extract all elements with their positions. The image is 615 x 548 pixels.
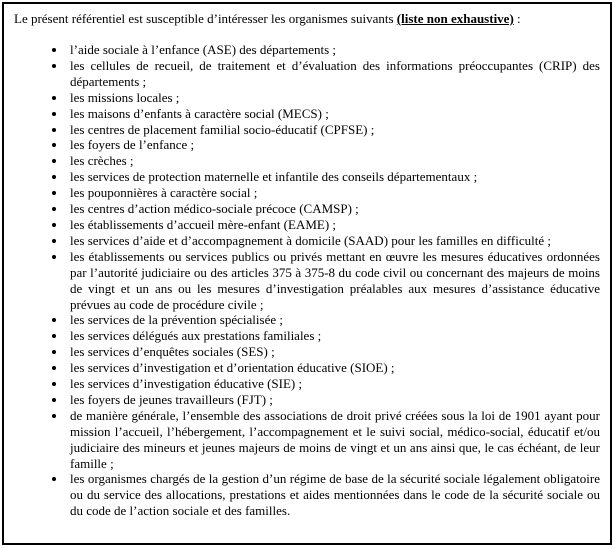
referentiel-box — [2, 2, 612, 545]
list-item: • les cellules de recueil, de traitement et d’évaluation des informations préoccupantes (CRIP) des départements ; — [67, 58, 600, 90]
list-item: • les organismes chargés de la gestion d’un régime de base de la sécurité sociale légalement obligatoire ou du service des allocations, prestations et aides mentionnées dans le code de la sécurité sociale ou du code de l’action sociale et des familles. — [67, 471, 600, 519]
list-item: • l’aide sociale à l’enfance (ASE) des départements ; — [67, 42, 600, 58]
list-item: • les services délégués aux prestations familiales ; — [67, 328, 600, 344]
intro-prefix: Le présent référentiel est susceptible d’intéresser les organismes suivants — [14, 11, 397, 26]
list-item: • les services d’investigation éducative (SIE) ; — [67, 376, 600, 392]
intro-suffix: : — [513, 11, 521, 26]
list-item: • les établissements d’accueil mère-enfant (EAME) ; — [67, 217, 600, 233]
list-item: • les centres d’action médico-sociale précoce (CAMSP) ; — [67, 201, 600, 217]
list-item: • de manière générale, l’ensemble des associations de droit privé créées sous la loi de 1901 ayant pour mission l’accueil, l’hébergement, l’accompagnement et le suivi social, médico-social, éducatif et/ou judiciaire des mineurs et jeunes majeurs de moins de vingt et un ans ainsi que, le cas échéant, de leur famille ; — [67, 408, 600, 472]
list-item: • les centres de placement familial socio-éducatif (CPFSE) ; — [67, 122, 600, 138]
list-item: • les services d’investigation et d’orientation éducative (SIOE) ; — [67, 360, 600, 376]
list-item: • les foyers de l’enfance ; — [67, 137, 600, 153]
list-item: • les maisons d’enfants à caractère social (MECS) ; — [67, 106, 600, 122]
organism-list — [14, 42, 600, 519]
list-item: • les pouponnières à caractère social ; — [67, 185, 600, 201]
list-item: • les crèches ; — [67, 153, 600, 169]
list-item: • les services de la prévention spécialisée ; — [67, 312, 600, 328]
list-item: • les services d’enquêtes sociales (SES) ; — [67, 344, 600, 360]
list-item: • les établissements ou services publics ou privés mettant en œuvre les mesures éducatives ordonnées par l’autorité judiciaire ou des articles 375 à 375-8 du code civil ou concernant des majeurs de moins de vingt et un ans ou les mesures d’investigation préalables aux mesures d’assistance éducative prévues au code de procédure civile ; — [67, 249, 600, 313]
list-item: • les foyers de jeunes travailleurs (FJT) ; — [67, 392, 600, 408]
list-item: • les missions locales ; — [67, 90, 600, 106]
list-item: • les services de protection maternelle et infantile des conseils départementaux ; — [67, 169, 600, 185]
intro-emphasis-liste-non-exhaustive: (liste non exhaustive) — [396, 11, 514, 26]
list-item: • les services d’aide et d’accompagnement à domicile (SAAD) pour les familles en difficulté ; — [67, 233, 600, 249]
intro-paragraph — [14, 10, 600, 27]
